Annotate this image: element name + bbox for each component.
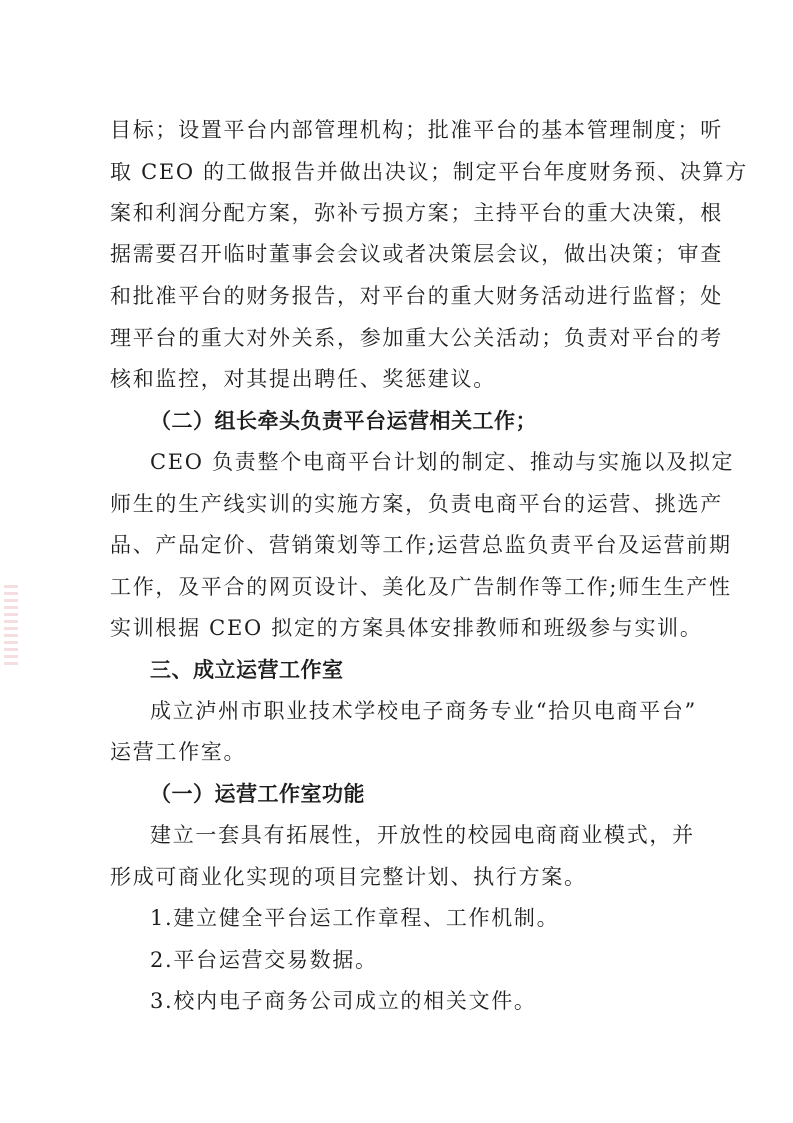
paragraph-line: 核和监控，对其提出聘任、奖惩建议。	[110, 367, 496, 391]
list-item: 1.建立健全平台运工作章程、工作机制。	[150, 906, 560, 930]
paragraph-line: 目标；设置平台内部管理机构；批准平台的基本管理制度；听	[110, 118, 723, 142]
subsection-heading: （一）运营工作室功能	[150, 782, 365, 806]
list-item: 2.平台运营交易数据。	[150, 948, 378, 972]
section-heading-2: （二）组长牵头负责平台运营相关工作；	[150, 409, 537, 433]
paragraph-line: 形成可商业化实现的项目完整计划、执行方案。	[110, 865, 587, 889]
paragraph-line: 理平台的重大对外关系，参加重大公关活动；负责对平台的考	[110, 326, 723, 350]
paragraph-line: 建立一套具有拓展性，开放性的校园电商商业模式，并	[150, 823, 695, 847]
paragraph-line: CEO 负责整个电商平台计划的制定、推动与实施以及拟定	[150, 450, 735, 474]
list-item: 3.校内电子商务公司成立的相关文件。	[150, 989, 537, 1013]
paragraph-line: 取 CEO 的工做报告并做出决议；制定平台年度财务预、决算方	[110, 160, 748, 184]
paragraph-line: 成立泸州市职业技术学校电子商务专业“拾贝电商平台”	[150, 699, 697, 723]
paragraph-line: 据需要召开临时董事会会议或者决策层会议，做出决策；审查	[110, 242, 723, 266]
paragraph-line: 师生的生产线实训的实施方案，负责电商平台的运营、挑选产	[110, 492, 723, 516]
seal-edge-mark	[4, 585, 18, 665]
paragraph-line: 和批准平台的财务报告，对平台的重大财务活动进行监督；处	[110, 284, 723, 308]
paragraph-line: 品、产品定价、营销策划等工作;运营总监负责平台及运营前期	[110, 533, 732, 557]
paragraph-line: 运营工作室。	[110, 740, 247, 764]
paragraph-line: 案和利润分配方案，弥补亏损方案；主持平台的重大决策，根	[110, 201, 723, 225]
paragraph-line: 工作，及平合的网页设计、美化及广告制作等工作;师生生产性	[110, 575, 732, 599]
paragraph-line: 实训根据 CEO 拟定的方案具体安排教师和班级参与实训。	[110, 616, 703, 640]
section-heading-3: 三、成立运营工作室	[150, 658, 344, 682]
